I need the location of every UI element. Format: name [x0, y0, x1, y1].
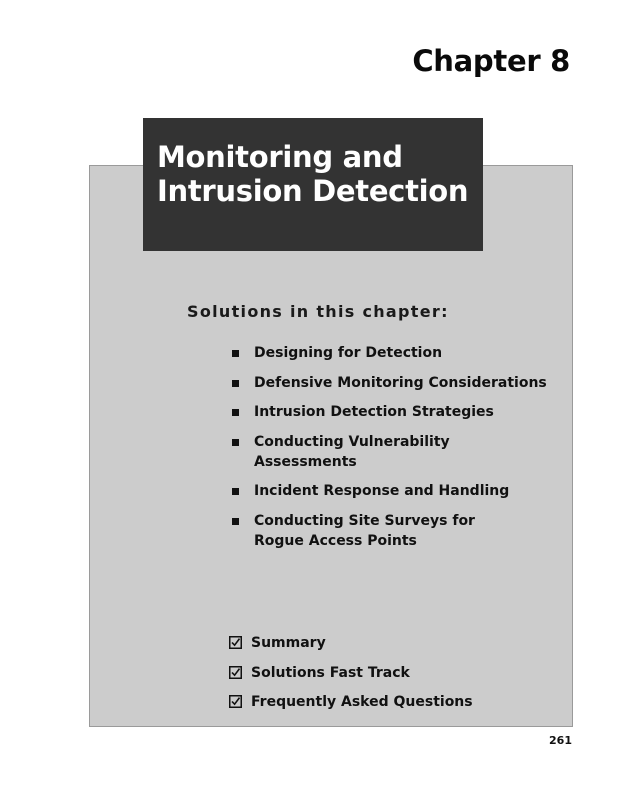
solution-item	[231, 481, 551, 501]
checked-box-icon	[229, 695, 242, 708]
checklist-item	[229, 633, 473, 653]
solutions-heading: Solutions in this chapter:	[187, 302, 449, 321]
checklist-item	[229, 663, 473, 683]
checklist-item-label: Solutions Fast Track	[251, 664, 410, 681]
chapter-title-line-1: Monitoring and	[157, 140, 403, 174]
checklist-item	[229, 692, 473, 712]
solution-item-label: Conducting Site Surveys for Rogue Access Points	[254, 512, 475, 549]
square-bullet-icon	[232, 350, 239, 357]
solution-item-label: Designing for Detection	[254, 345, 443, 361]
square-bullet-icon	[232, 518, 239, 525]
checked-box-icon	[229, 636, 242, 649]
solution-item	[231, 373, 551, 393]
chapter-title-line-2: Intrusion Detection	[157, 174, 469, 208]
solution-item-label: Defensive Monitoring Considerations	[254, 374, 547, 391]
square-bullet-icon	[232, 380, 239, 387]
solution-item	[231, 432, 551, 472]
solution-item-label: Conducting Vulnerability Assessments	[254, 433, 450, 470]
chapter-label: Chapter 8	[412, 44, 570, 78]
square-bullet-icon	[232, 488, 239, 495]
checklist-item-label: Frequently Asked Questions	[251, 694, 473, 710]
solution-item-label: Incident Response and Handling	[254, 483, 510, 500]
square-bullet-icon	[232, 409, 239, 416]
checklist-item-label: Summary	[251, 635, 326, 651]
solution-item-label: Intrusion Detection Strategies	[254, 404, 494, 421]
page-number: 261	[549, 734, 572, 747]
solution-item	[231, 511, 514, 551]
checked-box-icon	[229, 666, 242, 679]
solutions-list	[231, 343, 551, 561]
square-bullet-icon	[232, 439, 239, 446]
chapter-checklist	[229, 633, 473, 722]
solution-item	[231, 343, 551, 363]
chapter-title-box	[143, 118, 483, 251]
solution-item	[231, 402, 551, 422]
